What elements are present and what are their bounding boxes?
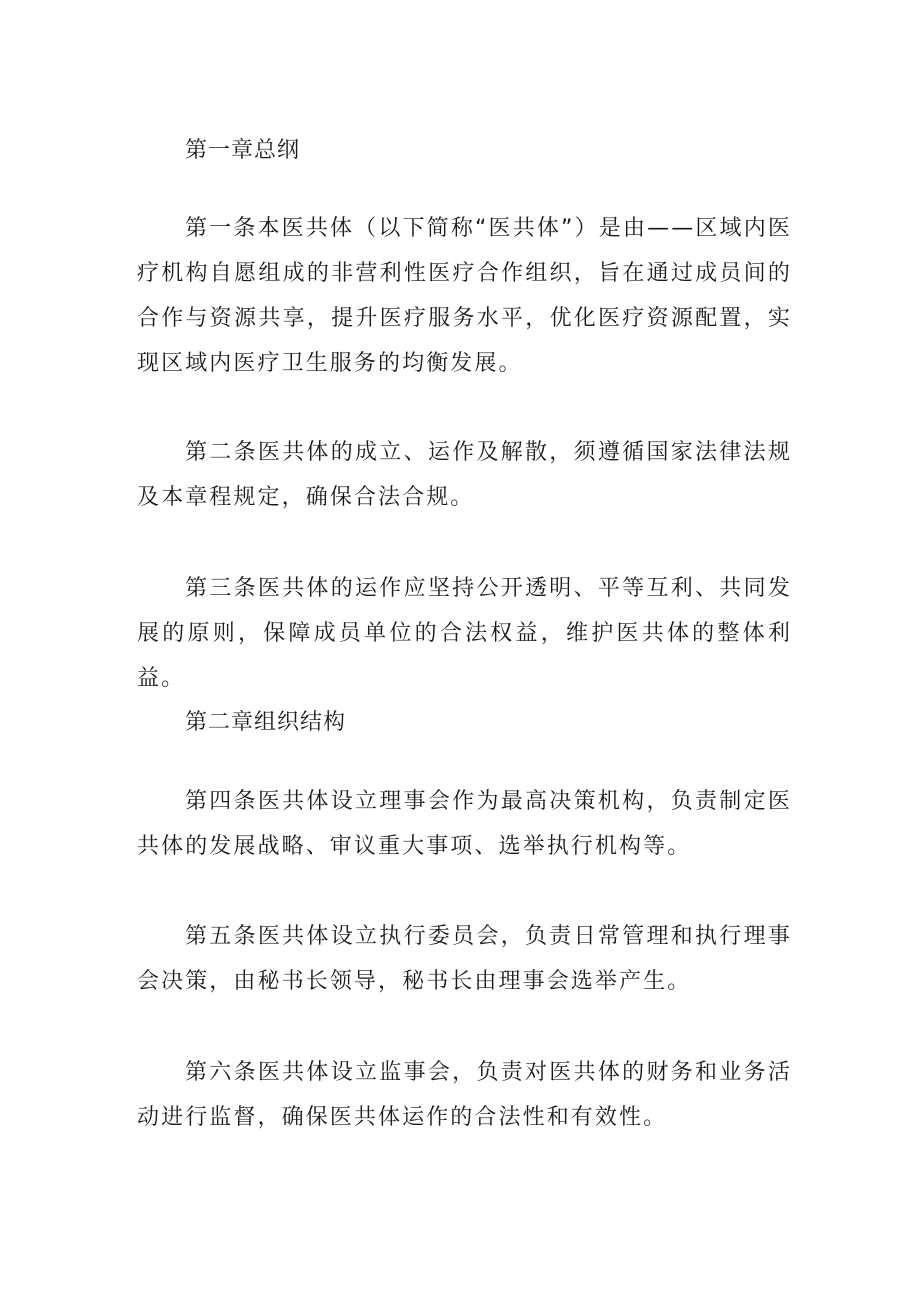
chapter-heading-2: 第二章组织结构 — [185, 710, 347, 735]
article-3: 第三条医共体的运作应坚持公开透明、平等互利、共同发展的原则，保障成员单位的合法权益，维护医共体的整体利益。 — [137, 576, 792, 691]
article-2: 第二条医共体的成立、运作及解散，须遵循国家法律法规及本章程规定，确保合法合规。 — [137, 440, 792, 510]
article-6: 第六条医共体设立监事会，负责对医共体的财务和业务活动进行监督，确保医共体运作的合法性和有效性。 — [137, 1060, 792, 1130]
article-4: 第四条医共体设立理事会作为最高决策机构，负责制定医共体的发展战略、审议重大事项、选举执行机构等。 — [137, 789, 792, 859]
article-5: 第五条医共体设立执行委员会，负责日常管理和执行理事会决策，由秘书长领导，秘书长由理事会选举产生。 — [137, 924, 792, 994]
article-1: 第一条本医共体（以下简称“医共体”）是由——区域内医疗机构自愿组成的非营利性医疗合作组织，旨在通过成员间的合作与资源共享，提升医疗服务水平，优化医疗资源配置，实现区域内医疗卫生服务的均衡发展。 — [137, 216, 792, 376]
chapter-heading-1: 第一章总纲 — [185, 138, 301, 163]
